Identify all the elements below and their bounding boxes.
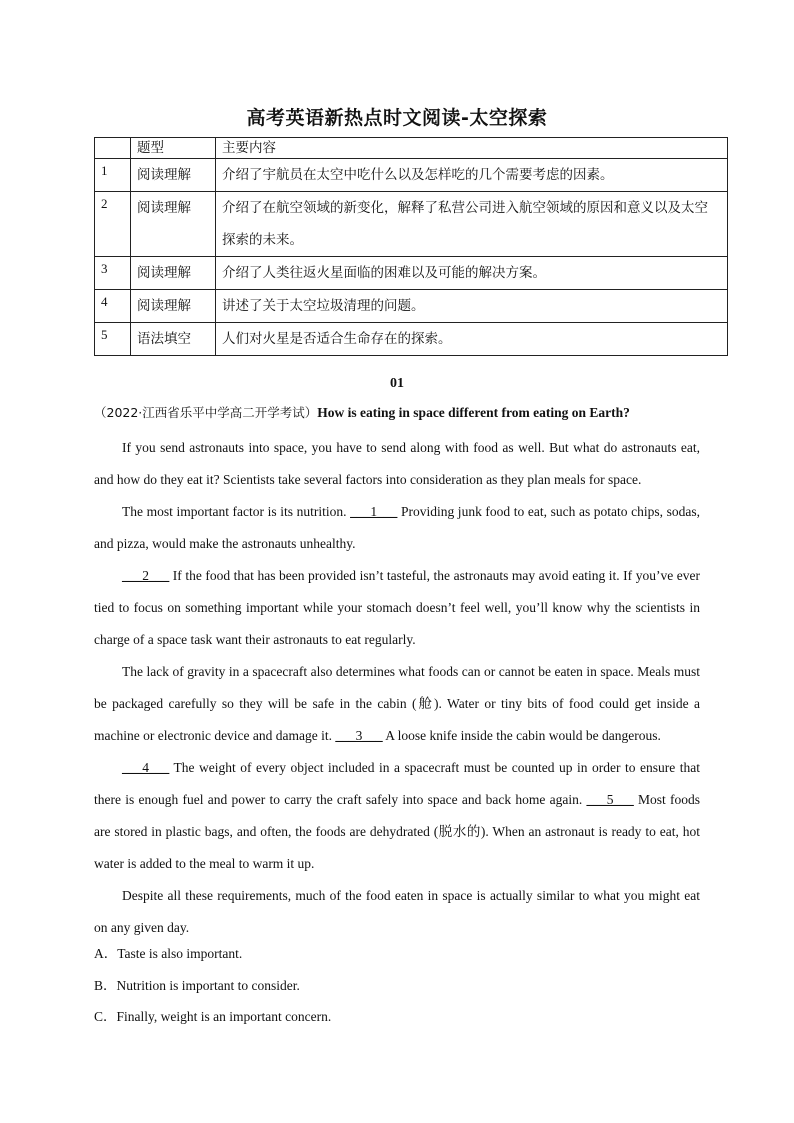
option-b: B．Nutrition is important to consider. (94, 977, 300, 993)
table-header-row (95, 138, 728, 159)
blank-5: ___5___ (586, 792, 634, 807)
row-content: 介绍了人类往返火星面临的困难以及可能的解决方案。 (216, 257, 728, 290)
blank-3: ___3___ (335, 728, 383, 743)
row-num: 3 (95, 257, 131, 290)
table-header-content: 主要内容 (216, 138, 728, 159)
row-type: 阅读理解 (131, 192, 216, 257)
passage (94, 432, 700, 944)
blank-1: ___1___ (350, 504, 398, 519)
table-row (95, 159, 728, 192)
row-num: 4 (95, 290, 131, 323)
row-type: 阅读理解 (131, 159, 216, 192)
table-row (95, 192, 728, 257)
row-content: 讲述了关于太空垃圾清理的问题。 (216, 290, 728, 323)
paragraph-2 (94, 496, 700, 560)
row-num: 5 (95, 323, 131, 356)
question-number: 01 (390, 376, 404, 391)
table-header-type: 题型 (131, 138, 216, 159)
row-num: 2 (95, 192, 131, 257)
option-a: A．Taste is also important. (94, 946, 243, 961)
question-source: （2022·江西省乐平中学高二开学考试） (94, 405, 318, 420)
row-type: 阅读理解 (131, 257, 216, 290)
overview-table (94, 137, 728, 356)
paragraph-2-text-b: Providing junk food to eat, such as potato chips, sodas, and pizza, would make the astronauts unhealthy. (94, 504, 701, 551)
row-content: 介绍了宇航员在太空中吃什么以及怎样吃的几个需要考虑的因素。 (216, 159, 728, 192)
table-row (95, 323, 728, 356)
paragraph-5-text-b: Most foods are stored in plastic bags, and often, the foods are dehydrated (脱水的). When an astronaut is ready to eat, hot water is added to the meal to warm it up. (94, 792, 700, 871)
table-row (95, 290, 728, 323)
option-c: C．Finally, weight is an important concern. (94, 1009, 332, 1024)
paragraph-3-text: If the food that has been provided isn’t tasteful, the astronauts may avoid eating it. If you’ve ever tied to focus on something important while your stomach doesn’t feel well, you’ll know why the scientists in charge of a space task want their astronauts to eat regularly. (94, 568, 700, 647)
row-type: 语法填空 (131, 323, 216, 356)
paragraph-5 (94, 752, 700, 880)
row-content: 介绍了在航空领域的新变化，解释了私营公司进入航空领域的原因和意义以及太空探索的未来。 (216, 192, 728, 257)
paragraph-4 (94, 656, 700, 752)
row-type: 阅读理解 (131, 290, 216, 323)
paragraph-6: Despite all these requirements, much of the food eaten in space is actually similar to what you might eat on any given day. (94, 888, 700, 935)
page-title: 高考英语新热点时文阅读-太空探索 (246, 107, 548, 129)
paragraph-3 (94, 560, 700, 656)
answer-options (94, 938, 331, 1033)
paragraph-5-text-a: The weight of every object included in a spacecraft must be counted up in order to ensure that there is enough fuel and power to carry the craft safely into space and back home again. (94, 760, 700, 807)
passage-heading: How is eating in space different from eating on Earth? (317, 405, 630, 420)
table-row (95, 257, 728, 290)
blank-2: ___2___ (122, 568, 170, 583)
paragraph-1: If you send astronauts into space, you have to send along with food as well. But what do astronauts eat, and how do they eat it? Scientists take several factors into consideration as they plan meals for space. (94, 440, 700, 487)
blank-4: ___4___ (122, 760, 170, 775)
question-source-line (94, 403, 734, 421)
table-header-num (95, 138, 131, 159)
paragraph-4-text-a: The lack of gravity in a spacecraft also determines what foods can or cannot be eaten in space. Meals must be packaged carefully so they will be safe in the cabin (舱). Water or tiny bits of food could get inside a machine or electronic device and damage it. (94, 664, 700, 743)
paragraph-4-text-b: A loose knife inside the cabin would be dangerous. (382, 728, 661, 743)
row-content: 人们对火星是否适合生命存在的探索。 (216, 323, 728, 356)
row-num: 1 (95, 159, 131, 192)
paragraph-2-text-a: The most important factor is its nutrition. (122, 504, 351, 519)
